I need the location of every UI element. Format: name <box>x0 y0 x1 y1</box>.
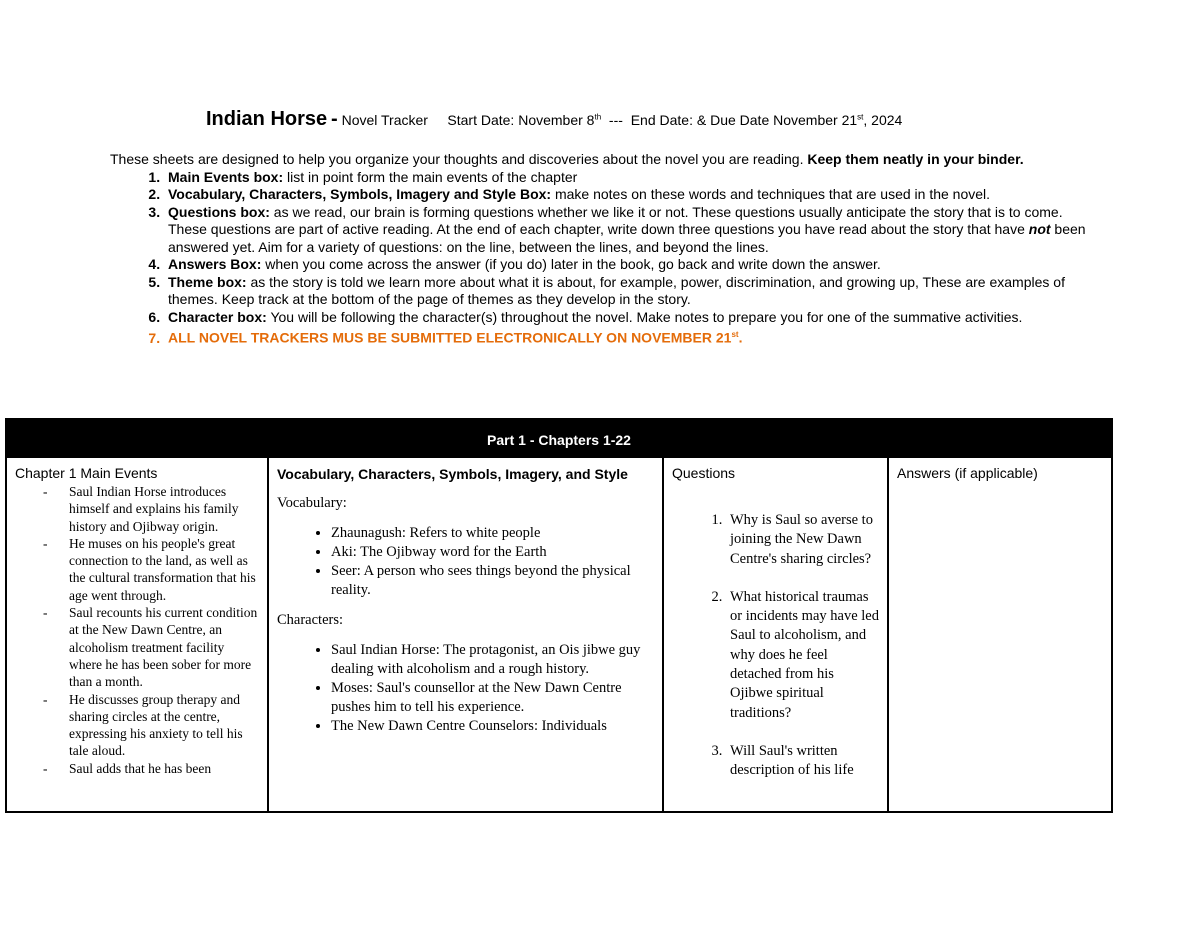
answers-cell[interactable] <box>889 458 1111 813</box>
document-title <box>206 108 1106 131</box>
title-dash: - <box>331 108 338 130</box>
date-separator: --- <box>608 112 623 128</box>
list-item: 3. Will Saul's written description of his life <box>726 742 879 781</box>
end-date-sup: st <box>857 112 864 122</box>
instruction-text: You will be following the character(s) throughout the novel. Make notes to prepare you for one of the summative activities. <box>266 308 1023 325</box>
list-item: - Saul recounts his current condition at the New Dawn Centre, an alcoholism treatment facility where he has been sober for more than a month. <box>15 604 259 690</box>
events-list <box>15 483 259 777</box>
main-events-title: Chapter 1 Main Events <box>15 465 158 481</box>
answers-title: Answers (if applicable) <box>897 465 1038 481</box>
vocabulary-title: Vocabulary, Characters, Symbols, Imagery, and Style <box>277 466 628 482</box>
vocabulary-list <box>277 524 654 600</box>
instruction-label: Character box: <box>168 308 267 325</box>
instruction-item <box>164 186 1100 204</box>
table-row <box>7 458 1111 813</box>
end-date <box>631 112 903 128</box>
questions-cell[interactable] <box>664 458 889 813</box>
instructions <box>110 151 1100 347</box>
instruction-text: list in point form the main events of the chapter <box>283 168 578 185</box>
list-item: - Saul Indian Horse introduces himself and explains his family history and Ojibway origin. <box>15 483 259 535</box>
instruction-label: Answers Box: <box>168 256 262 272</box>
list-item: • Moses: Saul's counsellor at the New Dawn Centre pushes him to tell his experience. <box>331 679 654 717</box>
instruction-item <box>164 204 1100 257</box>
tracker-table <box>5 418 1113 813</box>
start-date-sup: th <box>594 112 602 122</box>
notice-end: . <box>738 329 743 346</box>
questions-list <box>672 511 879 781</box>
notice-sup: st <box>731 330 739 339</box>
list-item: 1. Why is Saul so averse to joining the New Dawn Centre's sharing circles? <box>726 511 879 569</box>
submission-notice <box>164 326 1100 347</box>
start-date-text: Start Date: November 8 <box>447 112 595 128</box>
end-date-text: End Date: & Due Date November 21 <box>630 112 858 128</box>
instruction-text: been answered yet. Aim for a variety of questions: on the line, between the lines, and beyond the lines. <box>168 221 1086 255</box>
intro-bold: Keep them neatly in your binder. <box>807 151 1024 167</box>
instruction-item <box>164 274 1100 309</box>
list-item: • The New Dawn Centre Counselors: Individuals <box>331 717 654 736</box>
instruction-text: when you come across the answer (if you do) later in the book, go back and write down the answer. <box>261 256 881 272</box>
instruction-list <box>110 169 1100 348</box>
list-item: - He muses on his people's great connection to the land, as well as the cultural transformation that his age went through. <box>15 535 259 604</box>
list-item: 2. What historical traumas or incidents may have led Saul to alcoholism, and why does he feel detached from his Ojibwe spiritual traditions? <box>726 588 879 723</box>
list-item: • Zhaunagush: Refers to white people <box>331 524 654 543</box>
instruction-item <box>164 256 1100 274</box>
instruction-label: Questions box: <box>168 203 270 220</box>
intro-paragraph <box>110 151 1100 169</box>
table-heading: Part 1 - Chapters 1-22 <box>7 420 1111 458</box>
instruction-label: Theme box: <box>168 273 247 290</box>
list-item: - Saul adds that he has been <box>15 760 259 777</box>
instruction-label: Vocabulary, Characters, Symbols, Imagery and Style Box: <box>168 186 552 202</box>
instruction-text: make notes on these words and techniques that are used in the novel. <box>551 186 991 202</box>
novel-title: Indian Horse <box>206 108 328 130</box>
start-date <box>447 112 601 128</box>
list-item: • Saul Indian Horse: The protagonist, an Ois jibwe guy dealing with alcoholism and a rough history. <box>331 641 654 679</box>
instruction-text: as we read, our brain is forming questions whether we like it or not. These questions usually anticipate the story that is to come. These questions are part of active reading. At the end of each chapter, write down three questions you have read about the story that have <box>168 203 1063 237</box>
intro-text: These sheets are designed to help you organize your thoughts and discoveries about the novel you are reading. <box>110 151 808 167</box>
list-item: • Aki: The Ojibway word for the Earth <box>331 543 654 562</box>
main-events-cell[interactable] <box>7 458 269 813</box>
list-item: • Seer: A person who sees things beyond the physical reality. <box>331 562 654 600</box>
vocabulary-cell[interactable] <box>269 458 664 813</box>
instruction-text: as the story is told we learn more about what it is about, for example, power, discrimination, and growing up, These are examples of themes. Keep track at the bottom of the page of themes as they develop in the story. <box>168 273 1065 307</box>
characters-label: Characters: <box>277 612 344 628</box>
instruction-item <box>164 309 1100 327</box>
subtitle: Novel Tracker <box>341 112 428 128</box>
instruction-label: Main Events box: <box>168 168 284 185</box>
vocabulary-label: Vocabulary: <box>277 495 347 511</box>
instruction-emphasis: not <box>1028 221 1051 237</box>
list-item: - He discusses group therapy and sharing circles at the centre, expressing his anxiety to tell his tale aloud. <box>15 691 259 760</box>
characters-list <box>277 641 654 736</box>
notice-text: ALL NOVEL TRACKERS MUS BE SUBMITTED ELECTRONICALLY ON NOVEMBER 21 <box>168 329 732 346</box>
end-date-year: , 2024 <box>863 112 903 128</box>
questions-title: Questions <box>672 465 736 481</box>
instruction-item <box>164 169 1100 187</box>
